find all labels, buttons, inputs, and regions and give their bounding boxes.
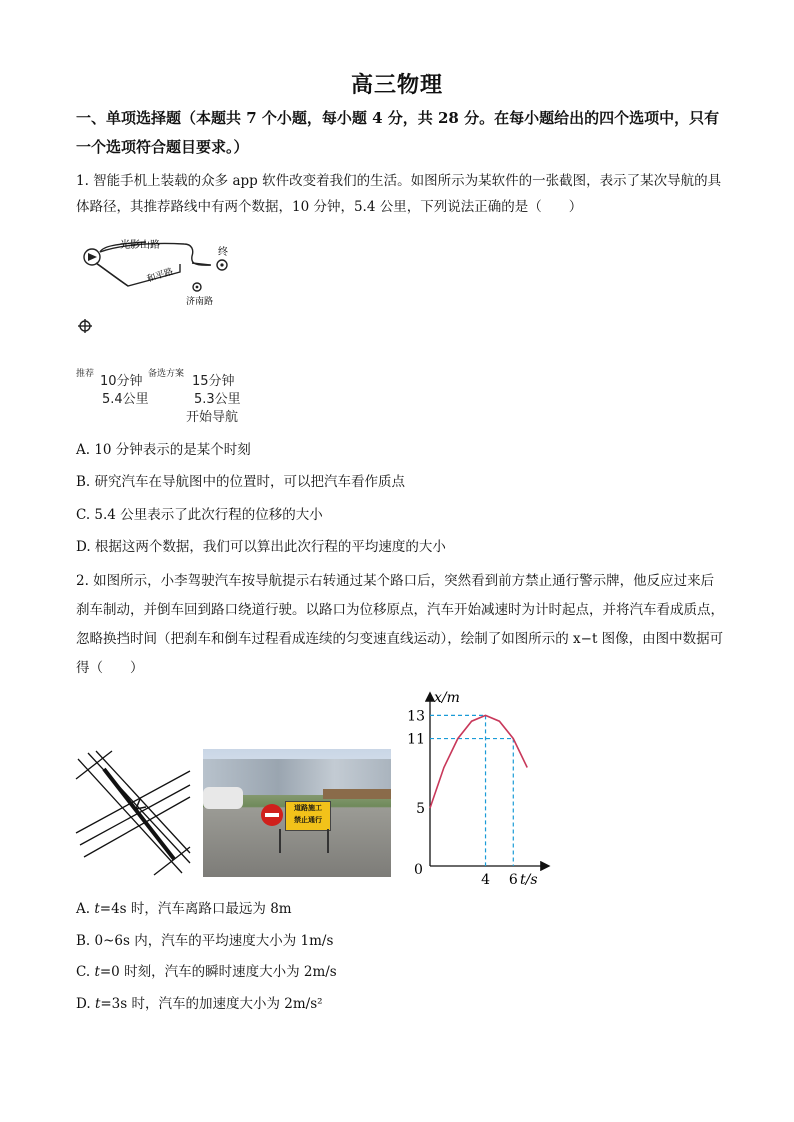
recommend-time: 10分钟 bbox=[100, 374, 143, 389]
origin-label: 0 bbox=[414, 862, 423, 878]
y-tick-label-5: 5 bbox=[416, 801, 425, 818]
intersection-diagram bbox=[74, 749, 192, 877]
q1-option-a[interactable]: A. 10 分钟表示的是某个时刻 bbox=[76, 442, 251, 458]
recommend-tag: 推荐 bbox=[76, 369, 95, 379]
road-label-jinan: 济南路 bbox=[186, 297, 214, 307]
x-tick-label-6: 6 bbox=[508, 872, 518, 888]
sign-text-1: 道路施工 bbox=[294, 804, 322, 812]
page-title: 高三物理 bbox=[350, 72, 443, 98]
position-curve bbox=[430, 715, 527, 808]
navigation-map bbox=[76, 232, 246, 342]
sign-text-2: 禁止通行 bbox=[294, 816, 322, 824]
y-tick-label-11: 11 bbox=[407, 731, 425, 748]
q2-option-a[interactable]: A. t=4s 时，汽车离路口最远为 8m bbox=[76, 901, 292, 917]
alt-distance: 5.3公里 bbox=[194, 392, 241, 407]
x-tick-label-4: 4 bbox=[481, 872, 490, 888]
route-summary bbox=[76, 366, 256, 428]
warning-sign bbox=[285, 801, 331, 831]
road-label-guangying: 光影山路 bbox=[120, 240, 160, 251]
q1-option-b[interactable]: B. 研究汽车在导航图中的位置时，可以把汽车看作质点 bbox=[76, 474, 406, 490]
roadblock-photo bbox=[203, 749, 391, 877]
y-tick-label-13: 13 bbox=[407, 708, 425, 725]
alt-time: 15分钟 bbox=[192, 374, 235, 389]
alt-tag: 备选方案 bbox=[148, 369, 185, 379]
road-label-heping: 和平路 bbox=[145, 266, 175, 285]
x-t-graph bbox=[404, 688, 554, 888]
q1-option-d[interactable]: D. 根据这两个数据，我们可以算出此次行程的平均速度的大小 bbox=[76, 539, 446, 555]
q1-option-c[interactable]: C. 5.4 公里表示了此次行程的位移的大小 bbox=[76, 507, 323, 523]
x-axis-label: t/s bbox=[520, 872, 538, 888]
q2-option-b[interactable]: B. 0~6s 内，汽车的平均速度大小为 1m/s bbox=[76, 933, 334, 949]
recommend-distance: 5.4公里 bbox=[102, 392, 149, 407]
section-heading: 一、单项选择题（本题共 7 个小题，每小题 4 分，共 28 分。在每小题给出的四个选项中，只有一个选项符合题目要求。） bbox=[76, 109, 720, 156]
y-axis-label: x/m bbox=[434, 690, 460, 706]
q2-option-c[interactable]: C. t=0 时刻，汽车的瞬时速度大小为 2m/s bbox=[76, 964, 337, 980]
no-entry-sign-icon bbox=[261, 804, 283, 826]
q1-stem: 1. 智能手机上装载的众多 app 软件改变着我们的生活。如图所示为某软件的一张截图，表示了某次导航的具体路径，其推荐路线中有两个数据，10 分钟，5.4 公里，下列说法正确的是（ ） bbox=[76, 173, 722, 215]
start-nav-button[interactable]: 开始导航 bbox=[186, 410, 239, 425]
q2-stem: 2. 如图所示，小李驾驶汽车按导航提示右转通过某个路口后，突然看到前方禁止通行警示牌，他反应过来后刹车制动，并倒车回到路口绕道行驶。以路口为位移原点，汽车开始减速时为计时起点，并将汽车看成质点，忽略换挡时间（把刹车和倒车过程看成连续的匀变速直线运动），绘制了如图所示的 x−t 图像，由图中数据可得（ ） bbox=[76, 573, 724, 676]
end-label: 终 bbox=[218, 247, 228, 258]
q2-option-d[interactable]: D. t=3s 时，汽车的加速度大小为 2m/s² bbox=[76, 996, 323, 1012]
